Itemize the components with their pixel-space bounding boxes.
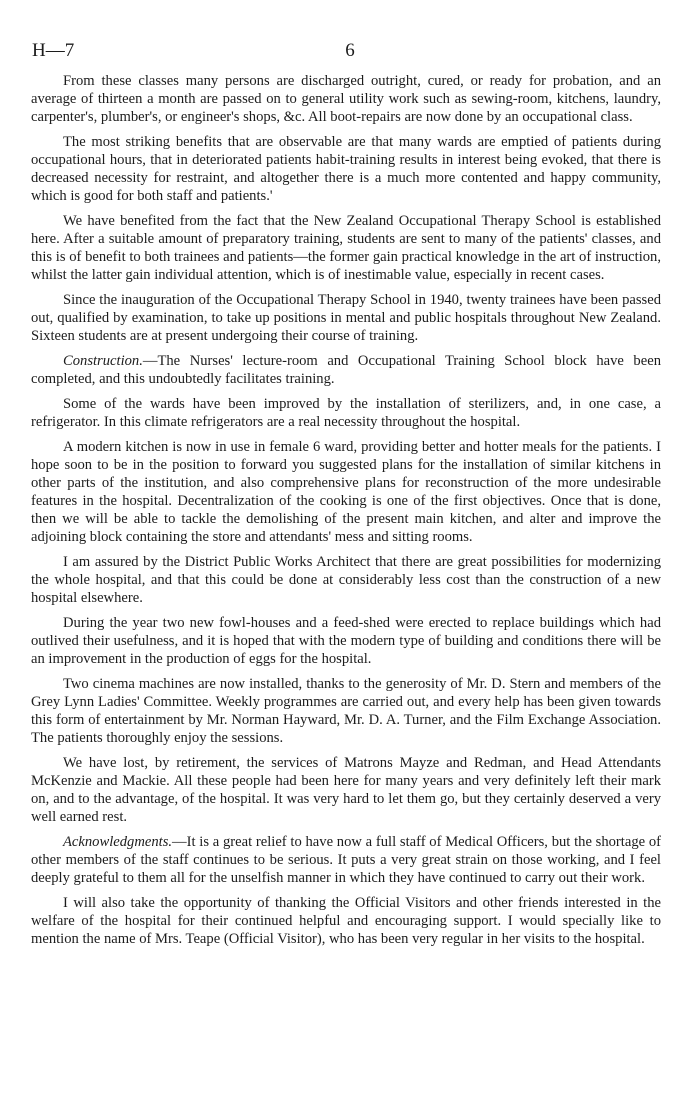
section-heading-construction: Construction. [63, 353, 143, 369]
body-text [31, 72, 661, 955]
paragraph-benefits: The most striking benefits that are observable are that many wards are emptied of patients during occupational hours, that in deteriorated patients habit-training results in interest being evoked, that there is decreased necessity for restraint, and altogether there is a much more contented and happy community, which is good for both staff and patients.' [31, 134, 661, 204]
paragraph-classes: From these classes many persons are discharged outright, cured, or ready for probation, and an average of thirteen a month are passed on to general utility work such as sewing-room, kitchens, laundry, carpenter's, plumber's, or engineer's shops, &c. All boot-repairs are now done by an occupational class. [31, 73, 661, 125]
page-number: 6 [345, 40, 355, 61]
document-reference: H—7 [32, 40, 75, 61]
paragraph-architect: I am assured by the District Public Works Architect that there are great possibilities for modernizing the whole hospital, and that this could be done at considerably less cost than the construction of a new hospital elsewhere. [31, 554, 661, 606]
paragraph-therapy-school: We have benefited from the fact that the New Zealand Occupational Therapy School is established here. After a suitable amount of preparatory training, students are sent to many of the patients' classes, and this is of benefit to both trainees and patients—the former gain practical knowledge in the art of instruction, whilst the latter gain individual attention, which is of inestimable value, especially in recent cases. [31, 213, 661, 283]
paragraph-official-visitors: I will also take the opportunity of thanking the Official Visitors and other friends interested in the welfare of the hospital for their continued helpful and encouraging support. I would specially like to mention the name of Mrs. Teape (Official Visitor), who has been very regular in her visits to the hospital. [31, 895, 661, 947]
paragraph-construction: Construction.—The Nurses' lecture-room and Occupational Training School block have been completed, and this undoubtedly facilitates training. [31, 353, 661, 387]
paragraph-retirement: We have lost, by retirement, the services of Matrons Mayze and Redman, and Head Attendants McKenzie and Mackie. All these people had been here for many years and very definitely left their mark on, and to the advantage, of the hospital. It was very hard to let them go, but they certainly deserved a very well earned rest. [31, 755, 661, 825]
paragraph-cinema: Two cinema machines are now installed, thanks to the generosity of Mr. D. Stern and members of the Grey Lynn Ladies' Committee. Weekly programmes are carried out, and every help has been given towards this form of entertainment by Mr. Norman Hayward, Mr. D. A. Turner, and the Film Exchange Association. The patients thoroughly enjoy the sessions. [31, 676, 661, 746]
page-header [32, 40, 668, 66]
paragraph-wards: Some of the wards have been improved by the installation of sterilizers, and, in one case, a refrigerator. In this climate refrigerators are a real necessity throughout the hospital. [31, 396, 661, 430]
paragraph-trainees: Since the inauguration of the Occupational Therapy School in 1940, twenty trainees have been passed out, qualified by examination, to take up positions in mental and public hospitals throughout New Zealand. Sixteen students are at present undergoing their course of training. [31, 292, 661, 344]
paragraph-fowl-houses: During the year two new fowl-houses and a feed-shed were erected to replace buildings which had outlived their usefulness, and it is hoped that with the modern type of building and conditions there will be an improvement in the production of eggs for the hospital. [31, 615, 661, 667]
paragraph-kitchen: A modern kitchen is now in use in female 6 ward, providing better and hotter meals for the patients. I hope soon to be in the position to forward you suggested plans for the installation of similar kitchens in other parts of the institution, and also comprehensive plans for reconstruction of the more undesirable features in the hospital. Decentralization of the cooking is one of the first objectives. Once that is done, then we will be able to tackle the demolishing of the present main kitchen, and alter and improve the adjoining block containing the store and attendants' mess and sitting rooms. [31, 439, 661, 545]
section-heading-acknowledgments: Acknowledgments. [63, 834, 173, 850]
paragraph-acknowledgments: Acknowledgments.—It is a great relief to have now a full staff of Medical Officers, but the shortage of other members of the staff continues to be serious. It puts a very great strain on those working, and I feel deeply grateful to them all for the unselfish manner in which they have continued to carry out their work. [31, 834, 661, 886]
